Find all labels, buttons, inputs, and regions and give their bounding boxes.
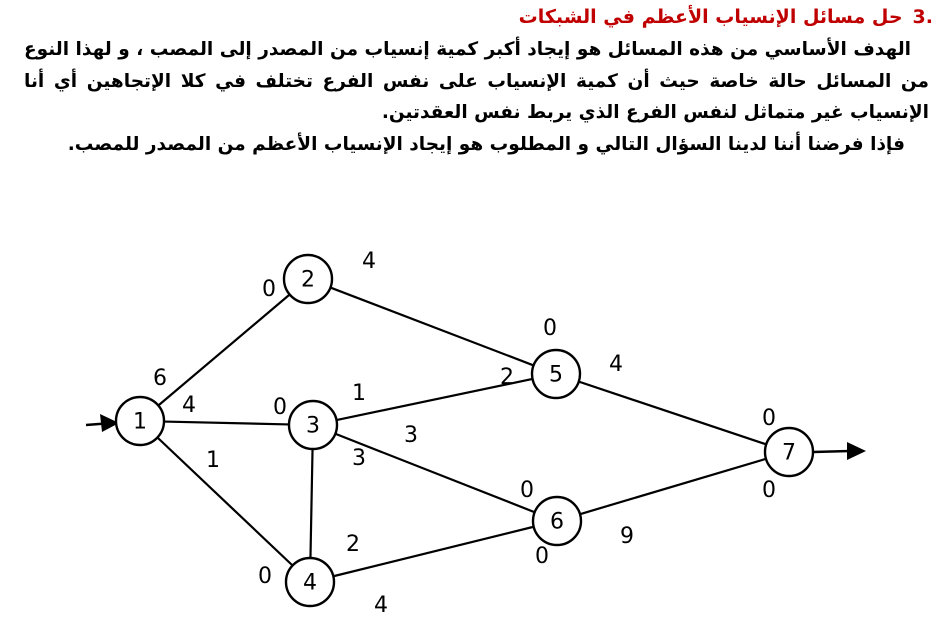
capacity-label-2-5-to: 0 <box>543 316 557 341</box>
paragraph-question: فإذا فرضنا أننا لدينا السؤال التالي و المطلوب هو إيجاد الإنسياب الأعظم من المصدر للمصب. <box>67 133 905 155</box>
capacity-label-3-6-to: 0 <box>520 478 534 503</box>
capacity-label-1-4-from: 1 <box>206 448 220 473</box>
capacity-label-1-2-from: 6 <box>153 366 167 391</box>
capacity-label-3-6-from: 3 <box>404 423 418 448</box>
capacity-label-2-5-from: 4 <box>362 249 376 274</box>
section-title: حل مسائل الإنسياب الأعظم في الشبكات <box>518 6 903 28</box>
node-7-label: 7 <box>782 440 796 466</box>
capacity-label-6-7-from: 9 <box>620 524 634 549</box>
node-1-label: 1 <box>133 409 147 435</box>
edge-1-3 <box>164 422 289 425</box>
capacity-label-6-7-to: 0 <box>762 478 776 503</box>
edge-5-7 <box>579 382 766 445</box>
edge-4-6 <box>333 527 533 576</box>
node-4-label: 4 <box>303 570 317 596</box>
node-2-label: 2 <box>301 267 315 293</box>
section-number: .3 <box>912 6 933 28</box>
paragraph-intro: الهدف الأساسي من هذه المسائل هو إيجاد أكبر كمية إنسياب من المصدر إلى المصب ، و لهذا النوع من المسائل حالة خاصة حيث أن كمية الإنسياب على نفس الفرع تختلف في كلا الإتجاهين أي أنا الإنسياب غير متماثل لنفس الفرع الذي يربط نفس العقدتين. <box>24 39 929 123</box>
node-6-label: 6 <box>550 509 564 535</box>
capacity-label-3-4-to: 2 <box>346 532 360 557</box>
capacity-label-1-2-to: 0 <box>262 277 276 302</box>
edge-1-4 <box>157 438 292 566</box>
capacity-label-3-5-to: 2 <box>500 365 514 390</box>
capacity-label-5-7-from: 4 <box>609 352 623 377</box>
edge-2-5 <box>330 288 533 366</box>
edge-6-7 <box>580 459 766 514</box>
node-3-label: 3 <box>306 413 320 439</box>
node-5-label: 5 <box>549 362 563 388</box>
capacity-label-1-3-from: 4 <box>182 393 196 418</box>
sink-arrowhead <box>847 442 866 460</box>
capacity-label-3-5-from: 1 <box>352 381 366 406</box>
capacity-label-1-4-to: 0 <box>258 564 272 589</box>
capacity-label-4-6-to: 0 <box>535 544 549 569</box>
edge-3-4 <box>310 449 312 558</box>
sink-arrow-shaft <box>813 451 850 452</box>
capacity-label-3-4-from: 3 <box>352 446 366 471</box>
capacity-label-5-7-to: 0 <box>762 406 776 431</box>
edge-1-2 <box>158 294 289 405</box>
capacity-label-1-3-to: 0 <box>273 395 287 420</box>
capacity-label-4-6-from: 4 <box>374 593 388 618</box>
